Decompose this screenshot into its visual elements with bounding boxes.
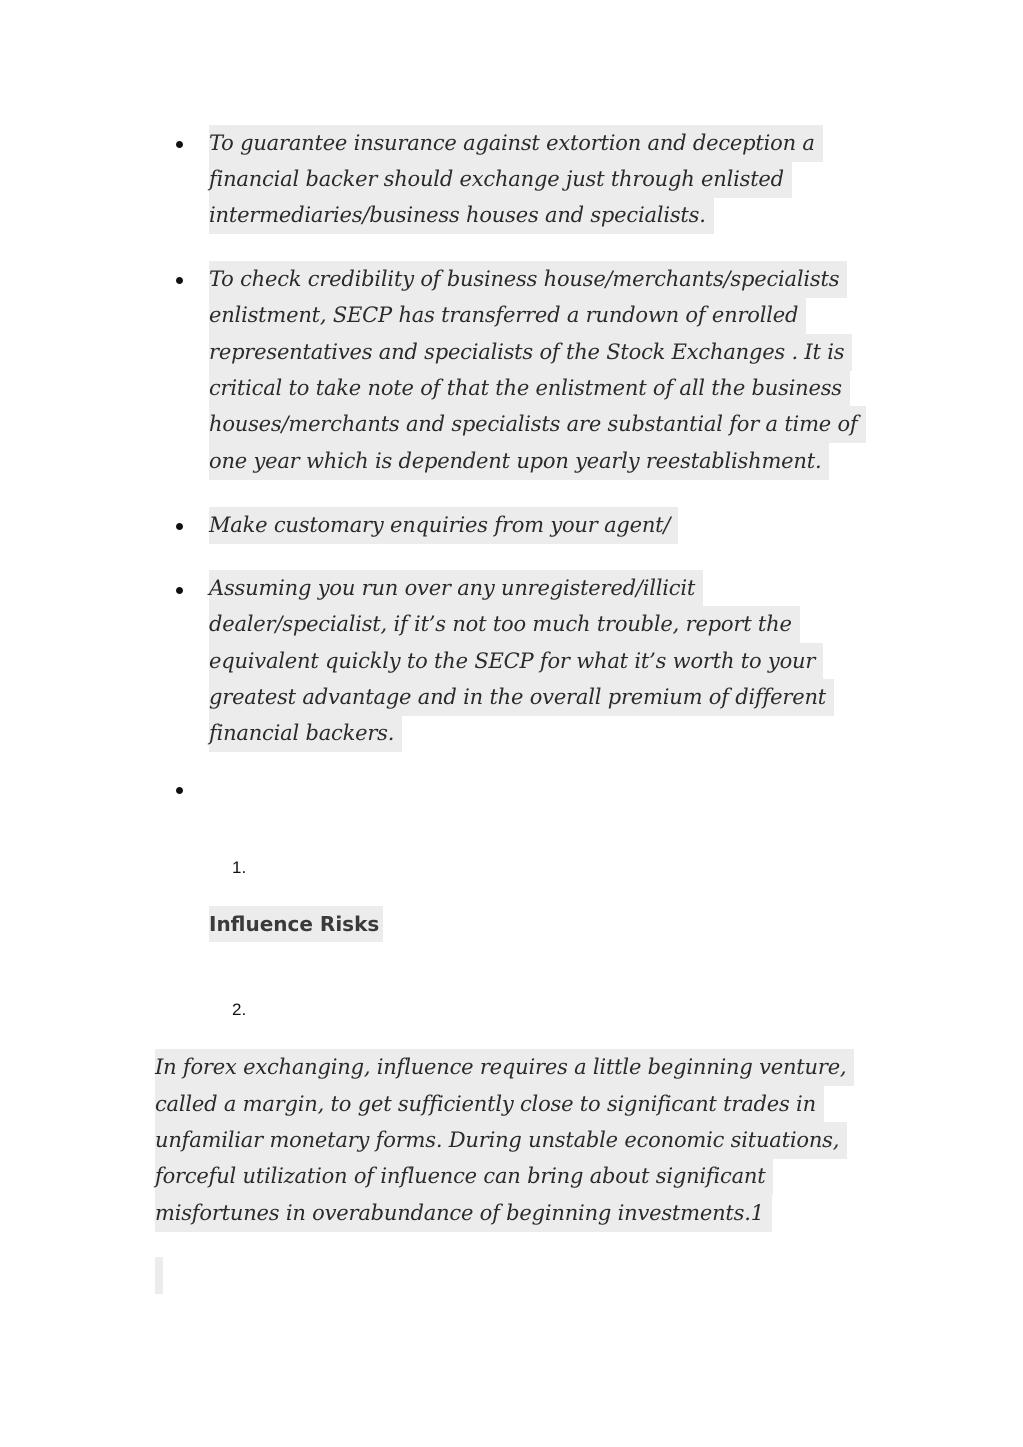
bullet-dot <box>176 587 183 594</box>
bullet-text-line: financial backers. <box>209 715 402 752</box>
section-heading: Influence Risks <box>209 906 383 942</box>
paragraph-line: misfortunes in overabundance of beginning investments.1 <box>155 1195 772 1232</box>
empty-highlight-stub <box>155 1257 163 1294</box>
bullet-text-line: intermediaries/business houses and specialists. <box>209 197 714 234</box>
bullet-text-line: equivalent quickly to the SECP for what it’s worth to your <box>209 643 823 680</box>
bullet-text-line: enlistment, SECP has transferred a rundown of enrolled <box>209 297 806 334</box>
bullet-text-line: To guarantee insurance against extortion and deception a <box>209 125 823 162</box>
bullet-text-line: Assuming you run over any unregistered/illicit <box>209 570 703 607</box>
empty-bullet-dot <box>176 787 183 794</box>
list-number: 2. <box>232 1000 247 1019</box>
bullet-text-line: critical to take note of that the enlistment of all the business <box>209 370 850 407</box>
bullet-dot <box>176 523 183 530</box>
list-number: 1. <box>232 858 247 877</box>
bullet-text-line: representatives and specialists of the Stock Exchanges . It is <box>209 334 852 371</box>
bullet-dot <box>176 141 183 148</box>
bullet-text-line: financial backer should exchange just through enlisted <box>209 161 792 198</box>
paragraph-line: unfamiliar monetary forms. During unstable economic situations, <box>155 1122 847 1159</box>
bullet-text-line: one year which is dependent upon yearly reestablishment. <box>209 443 829 480</box>
paragraph-line: called a margin, to get sufficiently close to significant trades in <box>155 1086 824 1123</box>
bullet-text-line: To check credibility of business house/merchants/specialists <box>209 261 847 298</box>
paragraph-line: In forex exchanging, influence requires a little beginning venture, <box>155 1049 854 1086</box>
bullet-text-line: greatest advantage and in the overall premium of different <box>209 679 834 716</box>
bullet-text-line: houses/merchants and specialists are substantial for a time of <box>209 406 866 443</box>
bullet-text-line: Make customary enquiries from your agent/ <box>209 507 678 544</box>
bullet-dot <box>176 277 183 284</box>
paragraph-line: forceful utilization of influence can bring about significant <box>155 1158 773 1195</box>
bullet-text-line: dealer/specialist, if it’s not too much trouble, report the <box>209 606 800 643</box>
